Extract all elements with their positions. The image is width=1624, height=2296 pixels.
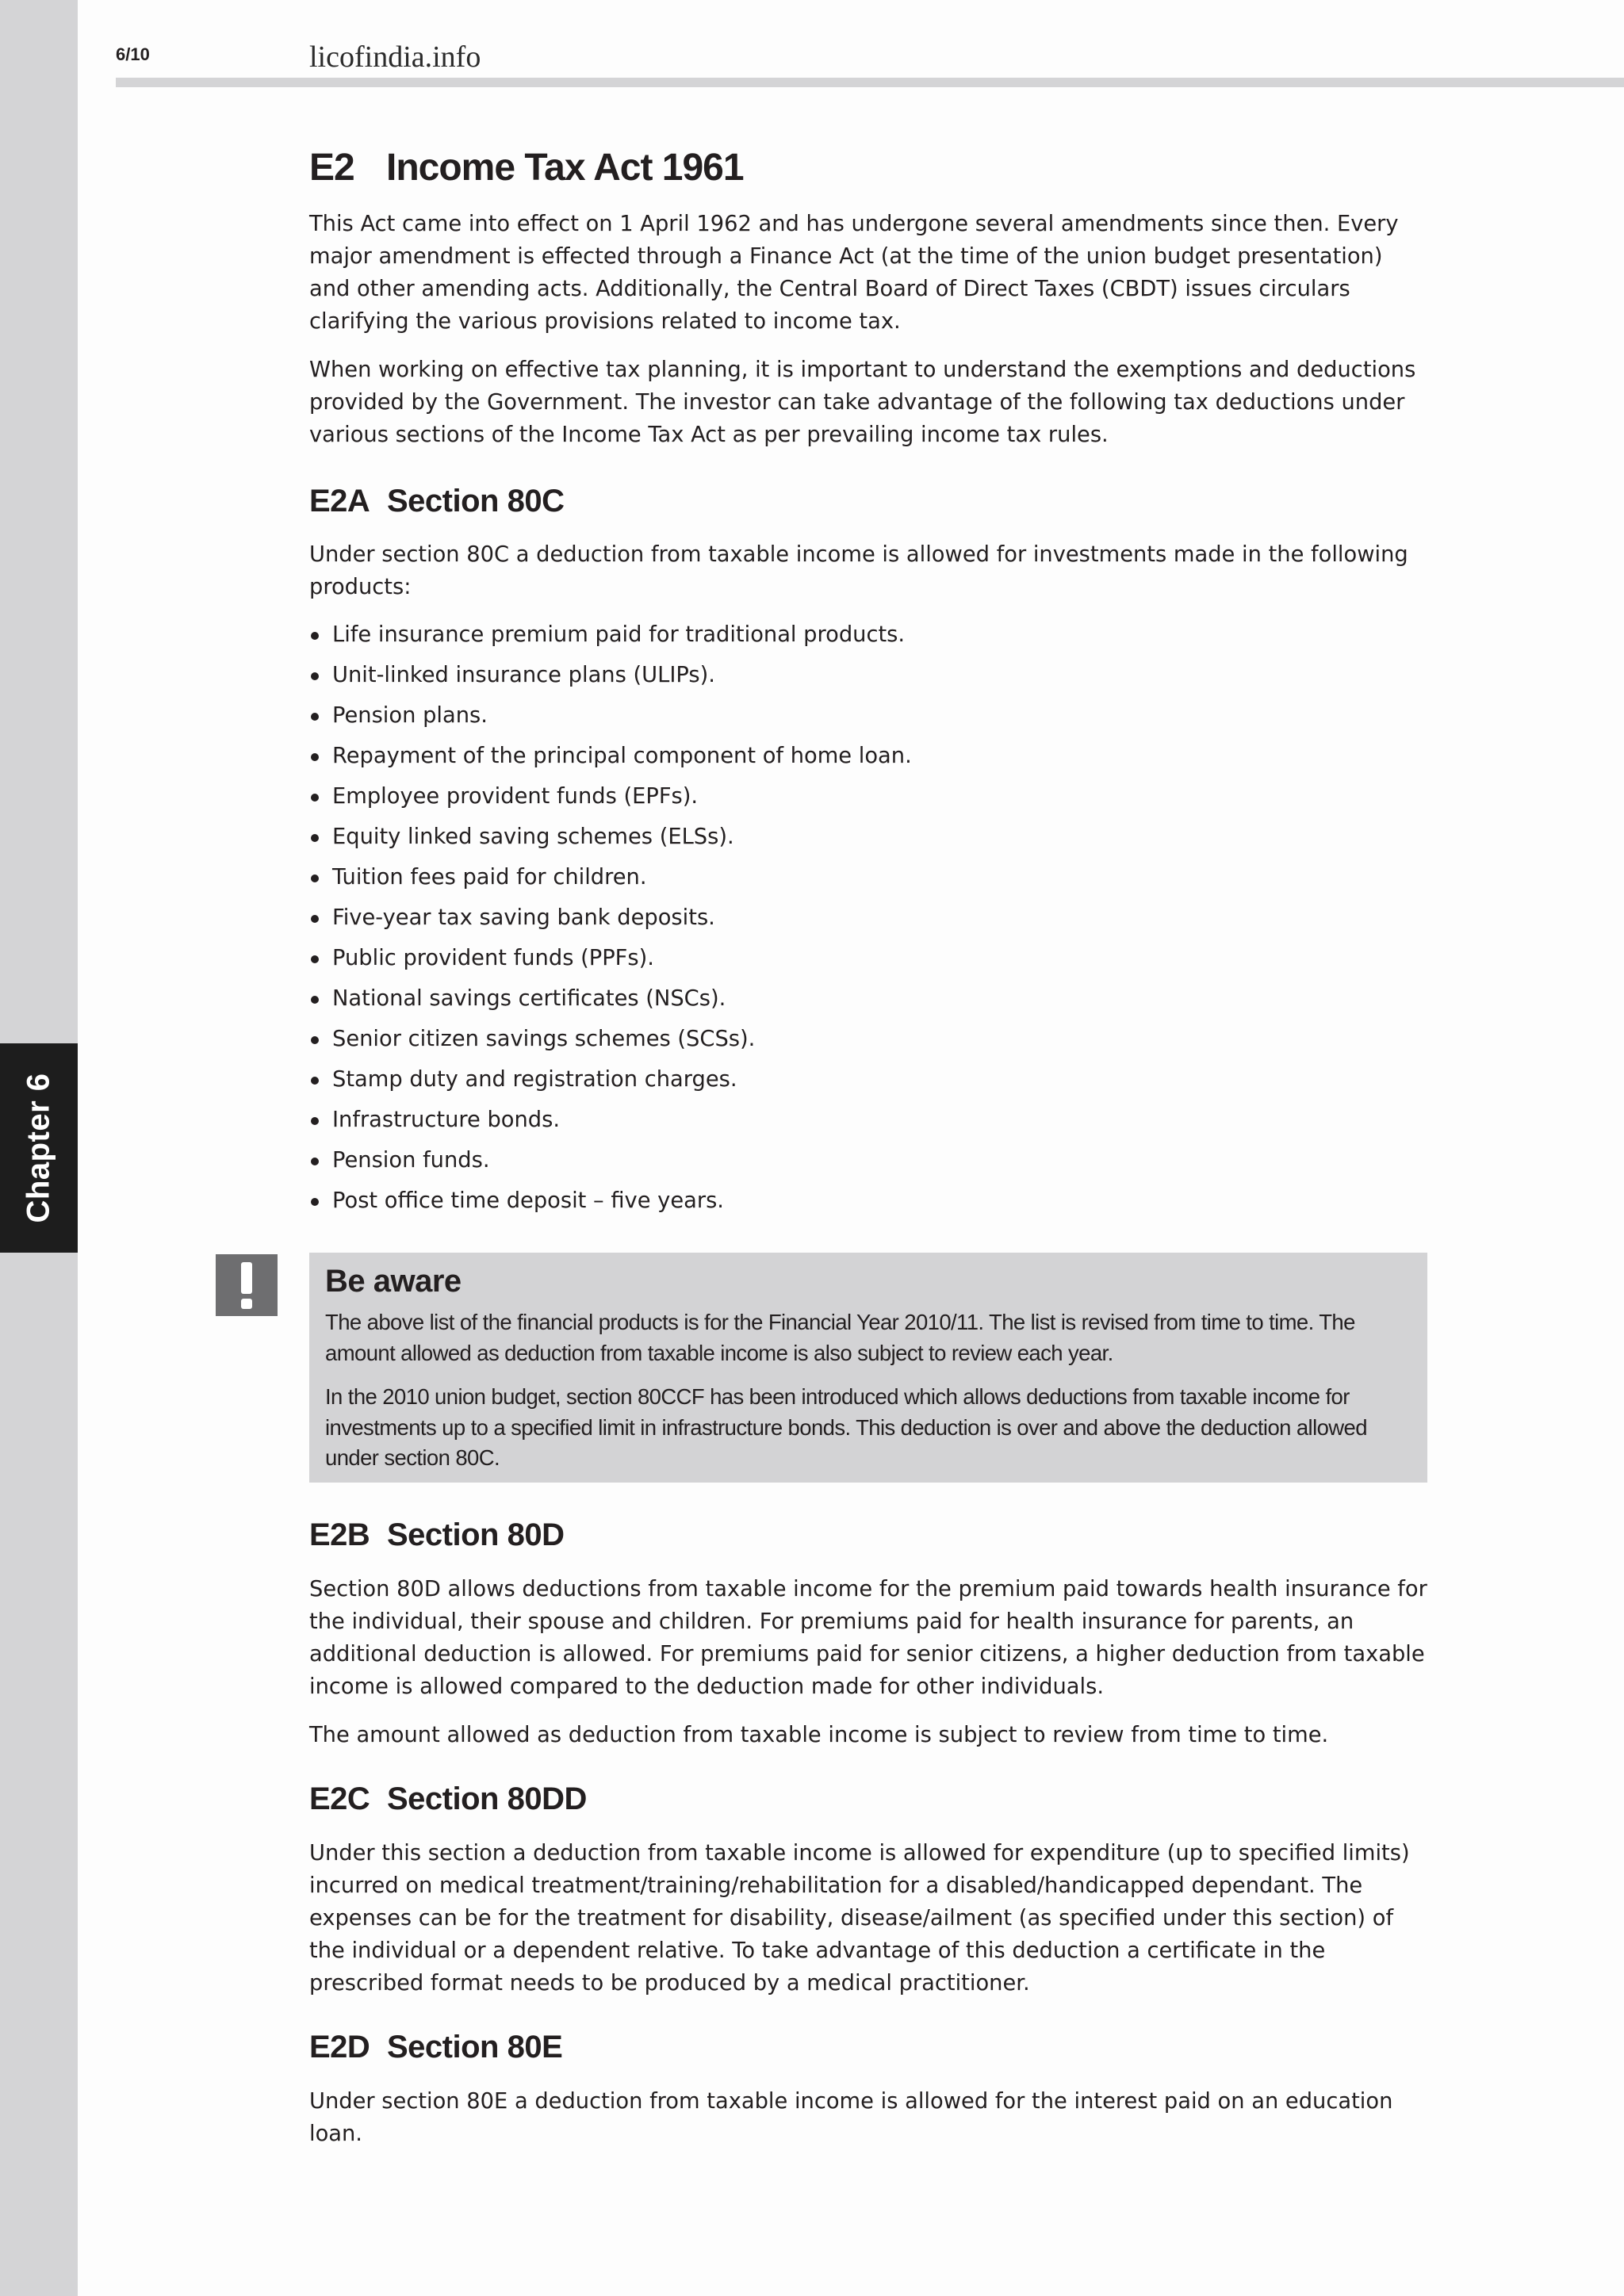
section-heading-e2c — [309, 1781, 587, 1817]
list-item: Tuition fees paid for children. — [309, 861, 912, 901]
section-title: Income Tax Act 1961 — [386, 147, 744, 189]
list-item: Unit-linked insurance plans (ULIPs). — [309, 659, 912, 699]
list-item: Post office time deposit – five years. — [309, 1184, 912, 1225]
chapter-label: Chapter 6 — [21, 1073, 56, 1223]
page-number: 6/10 — [116, 44, 150, 64]
section-code: E2D — [309, 2030, 370, 2064]
list-item: Five-year tax saving bank deposits. — [309, 901, 912, 942]
be-aware-paragraph: The above list of the financial products is for the Financial Year 2010/11. The list is revised from time to time. The amount allowed as deduction from taxable income is also subject to review each year. — [325, 1310, 1355, 1365]
paragraph: Section 80D allows deductions from taxable income for the premium paid towards health insurance for the individual, their spouse and children. For premiums paid for health insurance for parents, an additional deduction is allowed. For premiums paid for senior citizens, a higher deduction from taxable income is allowed compared to the deduction made for other individuals. — [309, 1577, 1427, 1699]
section-code: E2A — [309, 484, 370, 519]
list-item: Equity linked saving schemes (ELSs). — [309, 821, 912, 861]
list-item: Pension plans. — [309, 699, 912, 740]
section-title: Section 80D — [387, 1517, 565, 1552]
section-title: Section 80DD — [387, 1781, 587, 1816]
list-item: Stamp duty and registration charges. — [309, 1063, 912, 1104]
be-aware-paragraph: In the 2010 union budget, section 80CCF has been introduced which allows deductions from taxable income for investments up to a specified limit in infrastructure bonds. This deduction is over and above the deduction allowed under section 80C. — [325, 1384, 1367, 1470]
header-rule — [116, 78, 1624, 87]
list-item: Life insurance premium paid for traditional products. — [309, 618, 912, 659]
paragraph: Under this section a deduction from taxable income is allowed for expenditure (up to specified limits) incurred on medical treatment/training/rehabilitation for a disabled/handicapped dependant. The expenses can be for the treatment for disability, disease/ailment (as specified under this section) of the individual or a dependent relative. To take advantage of this deduction a certificate in the prescribed format needs to be produced by a medical practitioner. — [309, 1841, 1410, 1996]
paragraph: When working on effective tax planning, it is important to understand the exemptions and deductions provided by the Government. The investor can take advantage of the following tax deductions under various sections of the Income Tax Act as per prevailing income tax rules. — [309, 358, 1416, 447]
list-item: Employee provident funds (EPFs). — [309, 780, 912, 821]
list-item: Repayment of the principal component of home loan. — [309, 740, 912, 780]
site-name: licofindia.info — [309, 40, 481, 74]
section-heading-e2 — [309, 146, 744, 189]
paragraph: The amount allowed as deduction from taxable income is subject to review from time to time. — [309, 1723, 1329, 1747]
list-item: Senior citizen savings schemes (SCSs). — [309, 1023, 912, 1063]
section-code: E2B — [309, 1517, 370, 1552]
list-item: National savings certificates (NSCs). — [309, 982, 912, 1023]
section-title: Section 80C — [387, 484, 565, 519]
list-item: Pension funds. — [309, 1144, 912, 1184]
section-code: E2 — [309, 147, 354, 189]
section-heading-e2a — [309, 484, 564, 519]
paragraph: Under section 80C a deduction from taxable income is allowed for investments made in the following products: — [309, 542, 1408, 599]
chapter-tab — [0, 1043, 78, 1253]
be-aware-title: Be aware — [325, 1264, 462, 1299]
section-heading-e2b — [309, 1517, 564, 1553]
be-aware-box — [309, 1253, 1427, 1483]
deduction-products-list — [309, 618, 912, 1225]
list-item: Public provident funds (PPFs). — [309, 942, 912, 982]
section-heading-e2d — [309, 2030, 562, 2065]
section-code: E2C — [309, 1781, 370, 1816]
paragraph: Under section 80E a deduction from taxable income is allowed for the interest paid on an education loan. — [309, 2089, 1393, 2146]
paragraph: This Act came into effect on 1 April 1962 and has undergone several amendments since then. Every major amendment is effected through a Finance Act (at the time of the union budget presentation) and other amending acts. Additionally, the Central Board of Direct Taxes (CBDT) issues circulars clarifying the various provisions related to income tax. — [309, 212, 1399, 334]
exclamation-icon — [216, 1254, 278, 1316]
section-title: Section 80E — [387, 2030, 563, 2064]
list-item: Infrastructure bonds. — [309, 1104, 912, 1144]
